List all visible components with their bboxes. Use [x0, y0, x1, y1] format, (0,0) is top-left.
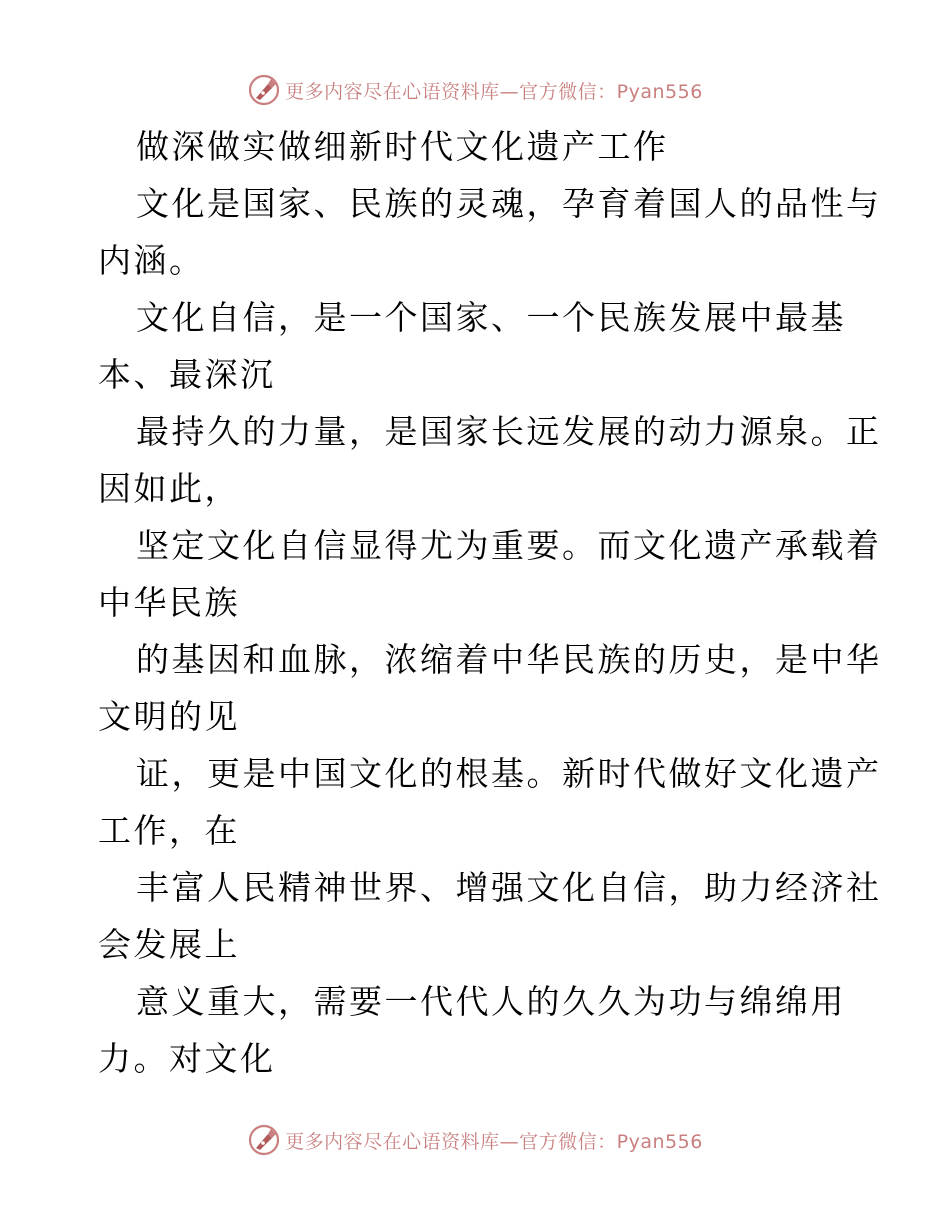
paragraph-line: 丰富人民精神世界、增强文化自信，助力经济社	[136, 868, 882, 907]
pen-nib-circle-icon	[247, 1123, 281, 1157]
header-watermark	[0, 70, 950, 110]
document-body	[98, 118, 882, 1087]
paragraph-line: 最持久的力量，是国家长远发展的动力源泉。正	[136, 412, 882, 451]
paragraph-line: 中华民族	[98, 583, 240, 622]
paragraph-line: 本、最深沉	[98, 355, 276, 394]
paragraph-line: 文化是国家、民族的灵魂，孕育着国人的品性与	[136, 184, 882, 223]
paragraph-line: 的基因和血脉，浓缩着中华民族的历史，是中华	[136, 640, 882, 679]
header-watermark-text: 更多内容尽在心语资料库—官方微信：Pyan556	[285, 80, 703, 103]
paragraph-line: 内涵。	[98, 241, 205, 280]
paragraph-line: 力。对文化	[98, 1039, 276, 1078]
paragraph-line: 意义重大，需要一代代人的久久为功与绵绵用	[136, 982, 846, 1021]
paragraph-line: 坚定文化自信显得尤为重要。而文化遗产承载着	[136, 526, 882, 565]
footer-watermark-text: 更多内容尽在心语资料库—官方微信：Pyan556	[285, 1130, 703, 1153]
paragraph-line: 文明的见	[98, 697, 240, 736]
paragraph-line: 文化自信，是一个国家、一个民族发展中最基	[136, 298, 846, 337]
paragraph-line: 会发展上	[98, 925, 240, 964]
document-title: 做深做实做细新时代文化遗产工作	[136, 127, 669, 166]
paragraph-line: 证，更是中国文化的根基。新时代做好文化遗产	[136, 754, 882, 793]
pen-nib-circle-icon	[247, 73, 281, 107]
paragraph-line: 工作，在	[98, 811, 240, 850]
paragraph-line: 因如此，	[98, 469, 240, 508]
footer-watermark	[0, 1120, 950, 1160]
